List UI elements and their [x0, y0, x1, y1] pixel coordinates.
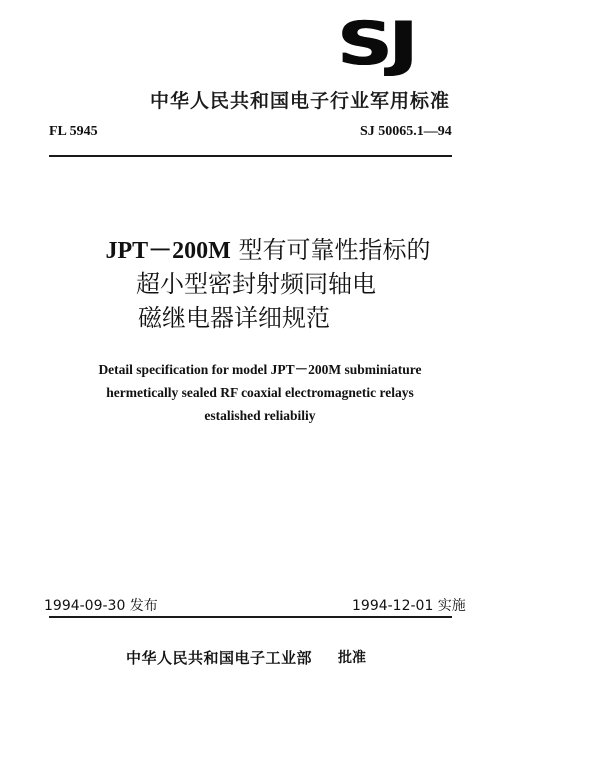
- issue-date: 1994-09-30 发布: [44, 598, 158, 614]
- chinese-title-line-2: 超小型密封射频同轴电: [136, 270, 376, 298]
- english-title: [0, 358, 520, 427]
- header-divider: [49, 155, 452, 157]
- approval-label: 批准: [338, 650, 366, 666]
- standard-category-title: 中华人民共和国电子行业军用标准: [149, 90, 450, 112]
- chinese-title-line-1: [0, 235, 568, 266]
- standard-number: SJ 50065.1—94: [360, 124, 452, 139]
- chinese-title-line-3: 磁继电器详细规范: [138, 304, 330, 332]
- effective-date: 1994-12-01 实施: [352, 598, 466, 614]
- english-title-line-1: Detail specification for model JPT－200M subminiature: [98, 362, 422, 377]
- footer-divider: [49, 616, 452, 618]
- english-title-line-3: estalished reliabiliy: [204, 408, 316, 423]
- chinese-title-line-1-text: 型有可靠性指标的: [230, 236, 431, 264]
- issuing-authority: 中华人民共和国电子工业部: [126, 649, 313, 667]
- english-title-line-2: hermetically sealed RF coaxial electromagnetic relays: [106, 385, 414, 400]
- classification-code: FL 5945: [49, 124, 98, 139]
- chinese-title-model: JPT－200M: [105, 238, 231, 264]
- sj-logo: SJ: [338, 9, 415, 79]
